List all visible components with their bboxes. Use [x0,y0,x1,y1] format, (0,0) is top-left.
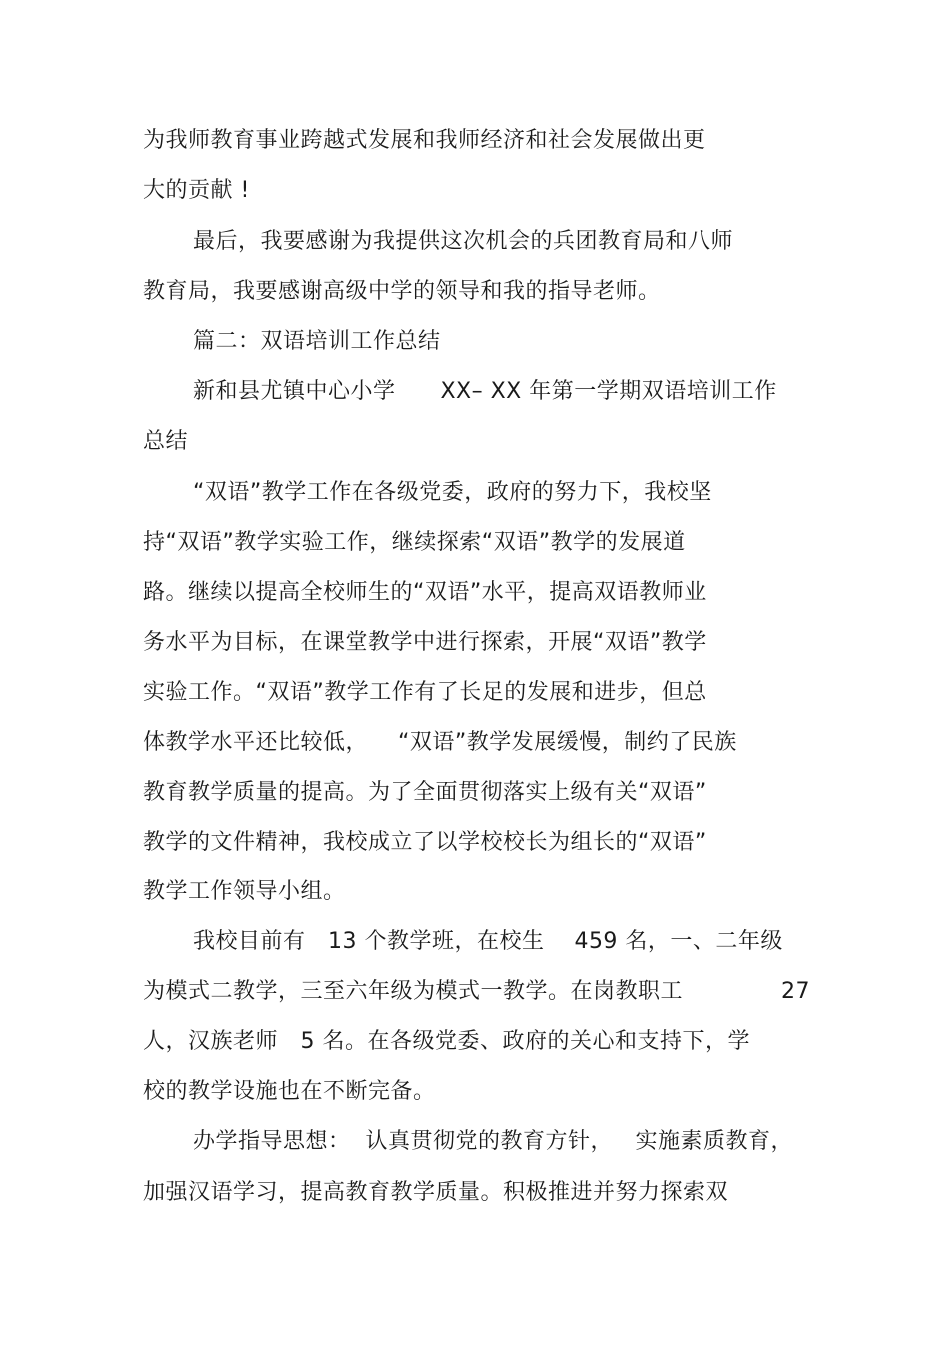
text-line: 新和县尤镇中心小学 XX– XX 年第一学期双语培训工作 [193,379,777,404]
text-line: 路。继续以提高全校师生的“双语”水平，提高双语教师业 [143,580,707,605]
text-line: 为我师教育事业跨越式发展和我师经济和社会发展做出更 [143,128,706,153]
text-line: 教学的文件精神，我校成立了以学校校长为组长的“双语” [143,830,707,855]
text-line: 教育教学质量的提高。为了全面贯彻落实上级有关“双语” [143,780,707,805]
text-line: 办学指导思想： 认真贯彻党的教育方针， 实施素质教育， [193,1129,793,1154]
text-line: 大的贡献 ! [143,178,250,203]
text-line: 人，汉族老师 5 名。在各级党委、政府的关心和支持下，学 [143,1029,750,1054]
text-line: 我校目前有 13 个教学班，在校生 459 名，一、二年级 [193,929,783,954]
text-line: 校的教学设施也在不断完备。 [143,1079,436,1104]
text-line: 教育局，我要感谢高级中学的领导和我的指导老师。 [143,279,661,304]
text-line: 实验工作。“双语”教学工作有了长足的发展和进步，但总 [143,680,707,705]
text-line: 加强汉语学习，提高教育教学质量。积极推进并努力探索双 [143,1180,729,1205]
text-line: 总结 [143,429,189,454]
section-heading: 篇二：双语培训工作总结 [193,329,441,354]
text-line: 教学工作领导小组。 [143,879,346,904]
text-line: “双语”教学工作在各级党委，政府的努力下，我校坚 [193,480,712,505]
text-line: 体教学水平还比较低， “双语”教学发展缓慢，制约了民族 [143,730,737,755]
text-line: 最后，我要感谢为我提供这次机会的兵团教育局和八师 [193,229,734,254]
text-line-number: 27 [781,979,810,1004]
text-line: 务水平为目标，在课堂教学中进行探索，开展“双语”教学 [143,630,707,655]
text-line: 为模式二教学，三至六年级为模式一教学。在岗教职工 [143,979,684,1004]
text-line: 持“双语”教学实验工作，继续探索“双语”教学的发展道 [143,530,686,555]
